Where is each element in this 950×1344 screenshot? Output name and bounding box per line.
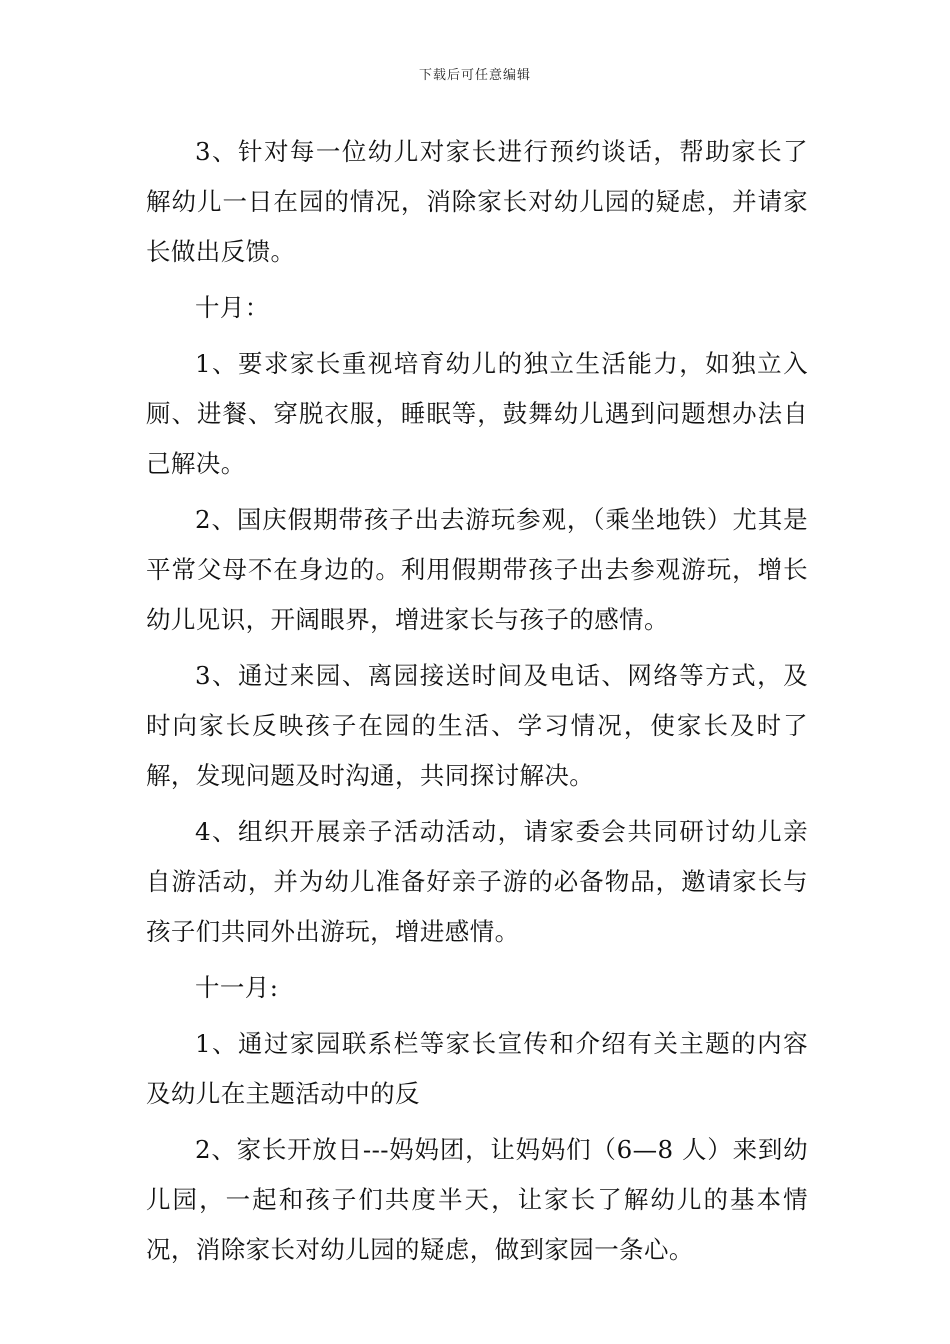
paragraph-october-3: 3、通过来园、离园接送时间及电话、网络等方式，及时向家长反映孩子在园的生活、学习情况，使家长及时了解，发现问题及时沟通，共同探讨解决。 [146,661,808,790]
paragraph-appointment-talk: 3、针对每一位幼儿对家长进行预约谈话，帮助家长了解幼儿一日在园的情况，消除家长对幼儿园的疑虑，并请家长做出反馈。 [146,137,808,266]
section-heading-november: 十一月: [195,973,279,1002]
paragraph-november-1: 1、通过家园联系栏等家长宣传和介绍有关主题的内容及幼儿在主题活动中的反 [146,1029,808,1108]
paragraph-october-4: 4、组织开展亲子活动活动，请家委会共同研讨幼儿亲自游活动，并为幼儿准备好亲子游的必备物品，邀请家长与孩子们共同外出游玩，增进感情。 [146,817,808,946]
page-header: 下载后可任意编辑 [418,68,531,83]
paragraph-october-1: 1、要求家长重视培育幼儿的独立生活能力，如独立入厕、进餐、穿脱衣服，睡眠等，鼓舞幼儿遇到问题想办法自己解决。 [146,349,808,478]
paragraph-november-2: 2、家长开放日---妈妈团，让妈妈们（6—8 人）来到幼儿园，一起和孩子们共度半天，让家长了解幼儿的基本情况，消除家长对幼儿园的疑虑，做到家园一条心。 [146,1135,808,1264]
document-body [146,127,808,1281]
section-heading-october: 十月： [195,293,270,322]
paragraph-october-2: 2、国庆假期带孩子出去游玩参观，（乘坐地铁）尤其是平常父母不在身边的。利用假期带孩子出去参观游玩，增长幼儿见识，开阔眼界，增进家长与孩子的感情。 [146,505,808,634]
